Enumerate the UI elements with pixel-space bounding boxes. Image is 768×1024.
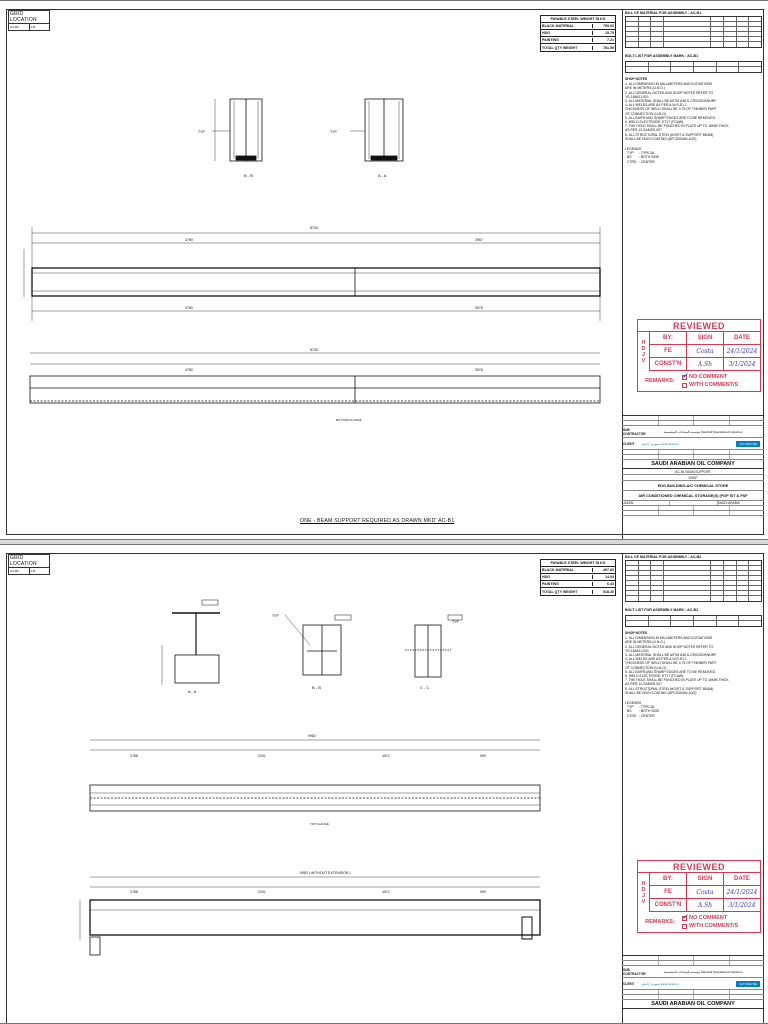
aramco-logo: سعودي أرامكو saudi aramco <box>642 441 679 446</box>
svg-text:TOP FLANGE: TOP FLANGE <box>310 822 329 826</box>
weight-row: BLACK MATERIAL 497.83 <box>542 568 614 572</box>
svg-text:999: 999 <box>480 890 486 894</box>
note-line: SHALL BE HDG+COATING (APCS30/AN-10/2). <box>625 690 698 695</box>
svg-text:3957: 3957 <box>475 238 483 242</box>
checkbox-icon <box>682 924 687 929</box>
note-line: YR-184621-001 <box>625 648 649 653</box>
note-line: AS PER 12-SAMSS-007 <box>625 128 662 133</box>
svg-text:8730: 8730 <box>310 348 318 352</box>
contractor-name: مؤسسة الصناعات المتخصصة Marshall Specialized Industries <box>663 969 743 974</box>
note-line: 8. ALL STRUCTURAL STEEL(HOIST & SUPPORT BEAM) <box>625 132 714 137</box>
drawing-kind: AC-B1 BEAM SUPPORT <box>622 469 764 475</box>
bolt-title: BOLT LIST FOR ASSEMBLY MARK : AC-B2 <box>625 608 699 612</box>
section-cc <box>405 615 462 677</box>
note-line: 7. THE HOLE SHALL BE PUNCHED IN PLATE UP TO 16MM THICK <box>625 124 729 129</box>
svg-text:TYP: TYP <box>452 620 459 624</box>
note-line: THICKNESS OF WELD SHALL BE 0.75 OF THINNER PART <box>625 661 717 666</box>
drawing-caption: ONE - BEAM SUPPORT REQUIRED AS DRAWN MKD' AC-B1 <box>300 518 455 524</box>
aramco-logo: سعودي أرامكو saudi aramco <box>642 981 679 986</box>
contractor-name: مؤسسة الصناعات المتخصصة Marshall Specialized Industries <box>663 429 743 434</box>
bolt-table <box>625 615 762 627</box>
bom-table <box>625 560 762 602</box>
beam-drawing-2 <box>10 595 620 1024</box>
note-line: 2. ALL GENERAL NOTES AND SHOP NOTES REFER TO <box>625 644 714 649</box>
svg-text:1788: 1788 <box>130 890 138 894</box>
weight-row: HDG 15.75 <box>542 31 614 35</box>
payable-weight-table <box>540 559 616 596</box>
svg-text:4780: 4780 <box>185 306 193 310</box>
table-row <box>626 596 761 601</box>
note-line: YR-184621-001 <box>625 94 649 99</box>
notes-title: SHOP NOTES <box>625 631 648 635</box>
bom-title: BILL OF MATERIAL FOR ASSEMBLY : AC-B2 <box>625 555 702 559</box>
section-aa <box>350 99 403 161</box>
svg-text:4780: 4780 <box>185 368 193 372</box>
stamp-row: CONST'N A.Sh 3/1/2024 <box>650 899 760 912</box>
weight-row: PAINTING 7.21 <box>542 38 614 42</box>
beam-drawing-1 <box>10 61 620 531</box>
bolt-title: BOLT LIST FOR ASSEMBLY MARK : AC-B1 <box>625 54 699 58</box>
beam-top-view <box>90 740 540 811</box>
svg-text:BOTTOM FLANGE: BOTTOM FLANGE <box>336 418 362 422</box>
svg-text:4971: 4971 <box>382 754 390 758</box>
beam-elevation <box>24 227 600 321</box>
weight-row: BLACK MATERIAL 759.53 <box>542 24 614 28</box>
stamp-row: CONST'N A.Sh 3/1/2024 <box>650 358 760 371</box>
note-line: 3. ALL MATERIAL SHALL BE ASTM A36 & CR/GOD/KNURF. <box>625 653 717 658</box>
payable-weight-table <box>540 15 616 52</box>
note-line: THICKNESS OF WELD SHALL BE 0.75 OF THINNER PART <box>625 107 717 112</box>
table-row <box>626 621 761 626</box>
weight-title: PAYABLE STEEL WEIGHT IN KG <box>541 16 615 23</box>
svg-text:9982 ( WITHOUT EXTENSION ): 9982 ( WITHOUT EXTENSION ) <box>300 871 351 875</box>
checkbox-no-comment[interactable]: ✓ NO COMMENT <box>682 914 738 922</box>
svg-text:9982: 9982 <box>308 734 316 738</box>
note-line: 6. WELD ELECTRODE: E71T (FCAW). <box>625 120 685 125</box>
stamp-title: REVIEWED <box>638 320 760 332</box>
contractor-logo: ALTUNAYRE <box>736 441 760 447</box>
weight-row: TOTAL QTY WEIGHT 781.59 <box>542 45 614 50</box>
grid-location-box: GRID LOCATION AC-B2 1-B <box>8 554 50 575</box>
bom-title: BILL OF MATERIAL FOR ASSEMBLY : AC-B1 <box>625 11 702 15</box>
note-line: SHALL BE HDG+COATING (APCS30/AN-10/2). <box>625 136 698 141</box>
company-name: SAUDI ARABIAN OIL COMPANY <box>622 1000 764 1009</box>
section-label: C - C <box>420 685 430 690</box>
svg-text:TYP: TYP <box>272 614 279 618</box>
note-line: 6. WELD ELECTRODE: E71T (FCAW). <box>625 674 685 679</box>
svg-text:4769: 4769 <box>185 238 193 242</box>
stamp-row: FE Costa 24/1/2024 <box>650 345 760 358</box>
svg-text:1788: 1788 <box>130 754 138 758</box>
drawing-subtitle: AIR CONDITIONED CHEMICAL STORAGE(S) (FGP IST & FSF <box>622 491 764 501</box>
bom-table <box>625 16 762 48</box>
bolt-table <box>625 61 762 73</box>
table-row <box>626 42 761 47</box>
note-line: ARE IN METERS.(U.N.O.) <box>625 86 665 91</box>
legend-row: CTRD : CENTER <box>627 713 655 718</box>
svg-text:8730: 8730 <box>310 226 318 230</box>
weight-row: TOTAL QTY WEIGHT 518.30 <box>542 589 614 594</box>
signature: Costa <box>686 886 723 898</box>
svg-text:999: 999 <box>480 754 486 758</box>
note-line: 8. ALL STRUCTURAL STEEL(HOIST & SUPPORT BEAM) <box>625 686 714 691</box>
signature: A.Sh <box>686 358 723 370</box>
building-name: EDG BUILDING-A/C CHEMICAL STORE <box>622 481 764 491</box>
legend-title: LEGENDS <box>625 701 642 706</box>
section-bb <box>285 615 351 675</box>
note-line: AS PER 12-SAMSS-007 <box>625 682 662 687</box>
contractor-logo: ALTUNAYRE <box>736 981 760 987</box>
weight-row: HDG 14.04 <box>542 575 614 579</box>
note-line: 4. ALL WELDS ARE AS PER A.W.S-D1.1 <box>625 657 687 662</box>
stamp-row: FE Costa 24/1/2024 <box>650 886 760 899</box>
beam-plan <box>30 353 600 403</box>
stamp-side-letters: H D J V <box>638 873 650 912</box>
drawing-sheet-2 <box>0 544 768 1024</box>
stamp-title: REVIEWED <box>638 861 760 873</box>
grid-location-label: GRID LOCATION <box>9 555 49 568</box>
beam-elevation <box>80 877 540 955</box>
title-block: SUB CONTRACTOR مؤسسة الصناعات المتخصصة Marshall Specialized Industries CLIENT سعودي أرامكو saudi aramco ALTUNAYRE SAUDI ARABIAN OIL COMPANY <box>622 955 764 1009</box>
checkbox-no-comment[interactable]: ✓ NO COMMENT <box>682 373 738 381</box>
note-line: 1. ALL DIMENSION IN MILLIMETERS AND ELEVATIONS <box>625 636 713 641</box>
svg-text:4971: 4971 <box>382 890 390 894</box>
company-name: SAUDI ARABIAN OIL COMPANY <box>622 460 764 469</box>
right-panel <box>622 553 764 1023</box>
legend-title: LEGENDS <box>625 147 642 152</box>
section-label: A - A <box>378 173 387 178</box>
signature: Costa <box>686 345 723 357</box>
legend-row: TYP : TYPICAL <box>627 151 655 156</box>
svg-text:3976: 3976 <box>475 306 483 310</box>
svg-text:TYP: TYP <box>198 130 205 134</box>
section-label: A - A <box>188 689 197 694</box>
check-icon <box>682 916 687 921</box>
table-row <box>626 67 761 72</box>
svg-text:3976: 3976 <box>475 368 483 372</box>
section-aa <box>162 600 220 685</box>
notes-title: SHOP NOTES <box>625 77 648 81</box>
weight-row: PAINTING 6.43 <box>542 582 614 586</box>
reviewed-stamp: REVIEWED H D J V BY: SIGN DATE FE Costa 24/1/2024 CONST'N A.Sh 3/1/2024 REMARKS: ✓ NO COMMENT WITH COMMENT/S <box>637 319 761 392</box>
grid-location-box: GRID LOCATION AC-B1 1-B <box>8 10 50 31</box>
checkbox-icon <box>682 383 687 388</box>
section-bb <box>212 99 262 161</box>
note-line: 5. ALL BURR AND SHARP EDGES ARE TO BE REMOVED. <box>625 115 717 120</box>
checkbox-with-comment[interactable]: WITH COMMENT/S <box>682 922 738 930</box>
title-block: SUB CONTRACTOR مؤسسة الصناعات المتخصصة Marshall Specialized Industries CLIENT سعودي أرامكو saudi aramco ALTUNAYRE SAUDI ARABIAN OIL COMPANY AC-B1 BEAM SUPPORT SHOP EDG BUILDING-A/C CHEMICAL STORE AIR CONDITIONED CHEMICAL STORAGE(S) (FGP IST & FSF JAZAN SAUDI ARABIA <box>622 415 764 516</box>
note-line: 4. ALL WELDS ARE AS PER A.W.S-D1.1 <box>625 103 687 108</box>
note-line: OF CONNECTION (U.N.O). <box>625 665 668 670</box>
section-label: B - B <box>244 173 253 178</box>
note-line: 5. ALL BURR AND SHARP EDGES ARE TO BE REMOVED. <box>625 669 717 674</box>
signature: A.Sh <box>686 899 723 911</box>
legend-row: TYP : TYPICAL <box>627 705 655 710</box>
legend-row: BS : BOTH SIDE <box>627 155 660 160</box>
note-line: 2. ALL GENERAL NOTES AND SHOP NOTES REFER TO <box>625 90 714 95</box>
legend-row: BS : BOTH SIDE <box>627 709 660 714</box>
stamp-side-letters: H D J V <box>638 332 650 371</box>
shop-notes <box>623 627 764 695</box>
svg-text:2241: 2241 <box>258 890 266 894</box>
legend-row: CTRD : CENTER <box>627 159 655 164</box>
section-label: B - B <box>312 685 321 690</box>
reviewed-stamp: REVIEWED H D J V BY: SIGN DATE FE Costa 24/1/2024 CONST'N A.Sh 3/1/2024 REMARKS: ✓ NO COMMENT WITH COMMENT/S <box>637 860 761 933</box>
note-line: 1. ALL DIMENSION IN MILLIMETERS AND ELEVATIONS <box>625 82 713 87</box>
svg-text:TYP: TYP <box>330 130 337 134</box>
svg-text:2241: 2241 <box>258 754 266 758</box>
note-line: OF CONNECTION (U.N.O). <box>625 111 668 116</box>
legend <box>623 141 764 164</box>
legend <box>623 695 764 718</box>
note-line: ARE IN METERS.(U.N.O.) <box>625 640 665 645</box>
check-icon <box>682 375 687 380</box>
shop-notes <box>623 73 764 141</box>
drawing-type: SHOP <box>622 475 764 481</box>
grid-location-label: GRID LOCATION <box>9 11 49 24</box>
checkbox-with-comment[interactable]: WITH COMMENT/S <box>682 381 738 389</box>
note-line: 3. ALL MATERIAL SHALL BE ASTM A36 & CR/GOD/KNURF. <box>625 99 717 104</box>
note-line: 7. THE HOLE SHALL BE PUNCHED IN PLATE UP TO 16MM THICK <box>625 678 729 683</box>
weight-title: PAYABLE STEEL WEIGHT IN KG <box>541 560 615 567</box>
